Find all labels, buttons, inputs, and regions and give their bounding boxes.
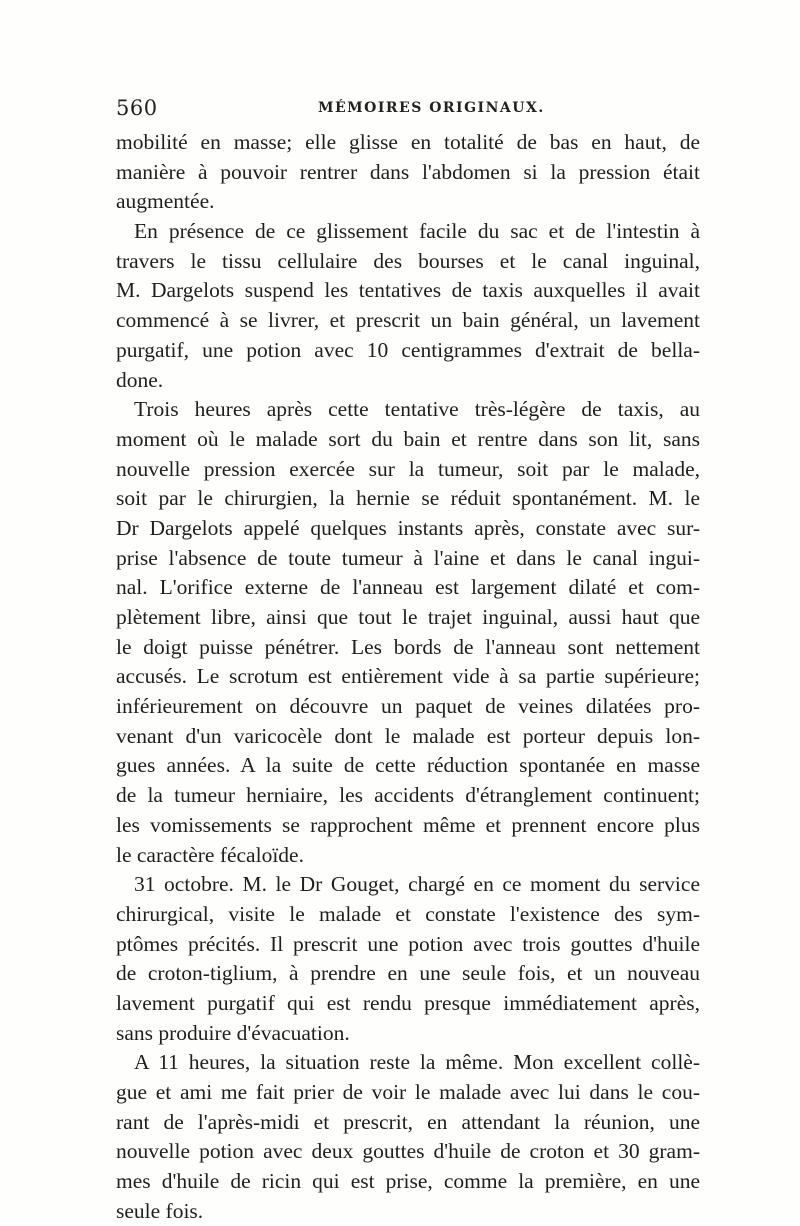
text-line: rant de l'après-midi et prescrit, en attendant la réunion, une xyxy=(116,1109,700,1134)
text-line: de croton-tiglium, à prendre en une seule fois, et un nouveau xyxy=(116,961,700,986)
text-line: plètement libre, ainsi que tout le trajet inguinal, aussi haut que xyxy=(116,605,700,629)
text-line: prise l'absence de toute tumeur à l'aine et dans le canal ingui- xyxy=(116,545,700,570)
text-line: seule fois. xyxy=(116,1198,204,1223)
text-line: done. xyxy=(116,367,164,392)
text-line: chirurgical, visite le malade et constate l'existence des sym- xyxy=(116,901,700,926)
text-line: gue et ami me fait prier de voir le malade avec lui dans le cou- xyxy=(116,1080,700,1104)
text-line: le caractère fécaloïde. xyxy=(116,842,304,867)
running-head xyxy=(116,96,700,126)
text-line: Trois heures après cette tentative très-légère de taxis, au xyxy=(134,397,700,422)
text-line: 31 octobre. M. le Dr Gouget, chargé en ce moment du service xyxy=(134,872,700,897)
text-line: commencé à se livrer, et prescrit un bain général, un lavement xyxy=(116,308,700,333)
running-title: MÉMOIRES ORIGINAUX. xyxy=(318,100,545,116)
text-line: Dr Dargelots appelé quelques instants après, constate avec sur- xyxy=(116,515,700,540)
text-line: nouvelle pression exercée sur la tumeur, soit par le malade, xyxy=(116,456,700,481)
text-line: gues années. A la suite de cette réduction spontanée en masse xyxy=(116,753,700,778)
text-line: nouvelle potion avec deux gouttes d'huile de croton et 30 gram- xyxy=(116,1139,700,1164)
text-line: le doigt puisse pénétrer. Les bords de l'anneau sont nettement xyxy=(116,634,700,659)
text-line: sans produire d'évacuation. xyxy=(116,1020,350,1045)
text-line: venant d'un varicocèle dont le malade est porteur depuis lon- xyxy=(116,723,700,748)
text-line: mes d'huile de ricin qui est prise, comme la première, en une xyxy=(116,1169,700,1194)
text-line: nal. L'orifice externe de l'anneau est largement dilaté et com- xyxy=(116,575,700,600)
text-line: moment où le malade sort du bain et rentre dans son lit, sans xyxy=(116,426,700,451)
text-line: M. Dargelots suspend les tentatives de taxis auxquelles il avait xyxy=(116,278,700,303)
text-line: de la tumeur herniaire, les accidents d'étranglement continuent; xyxy=(116,783,700,808)
text-line: inférieurement on découvre un paquet de veines dilatées pro- xyxy=(116,694,700,719)
page-number: 560 xyxy=(116,96,158,120)
text-line: ptômes précités. Il prescrit une potion avec trois gouttes d'huile xyxy=(116,931,700,956)
text-line: soit par le chirurgien, la hernie se réduit spontanément. M. le xyxy=(116,486,700,511)
text-line: A 11 heures, la situation reste la même. Mon excellent collè- xyxy=(134,1050,700,1075)
text-line: mobilité en masse; elle glisse en totalité de bas en haut, de xyxy=(116,130,700,154)
text-line: purgatif, une potion avec 10 centigrammes d'extrait de bella- xyxy=(116,337,700,362)
text-line: lavement purgatif qui est rendu presque immédiatement après, xyxy=(116,990,700,1015)
text-line: les vomissements se rapprochent même et prennent encore plus xyxy=(116,812,700,837)
text-line: travers le tissu cellulaire des bourses et le canal inguinal, xyxy=(116,248,700,273)
text-line: augmentée. xyxy=(116,189,215,214)
text-line: accusés. Le scrotum est entièrement vide à sa partie supérieure; xyxy=(116,664,700,689)
text-line: En présence de ce glissement facile du sac et de l'intestin à xyxy=(134,219,700,244)
text-line: manière à pouvoir rentrer dans l'abdomen si la pression était xyxy=(116,159,700,184)
body-text xyxy=(116,128,700,1226)
